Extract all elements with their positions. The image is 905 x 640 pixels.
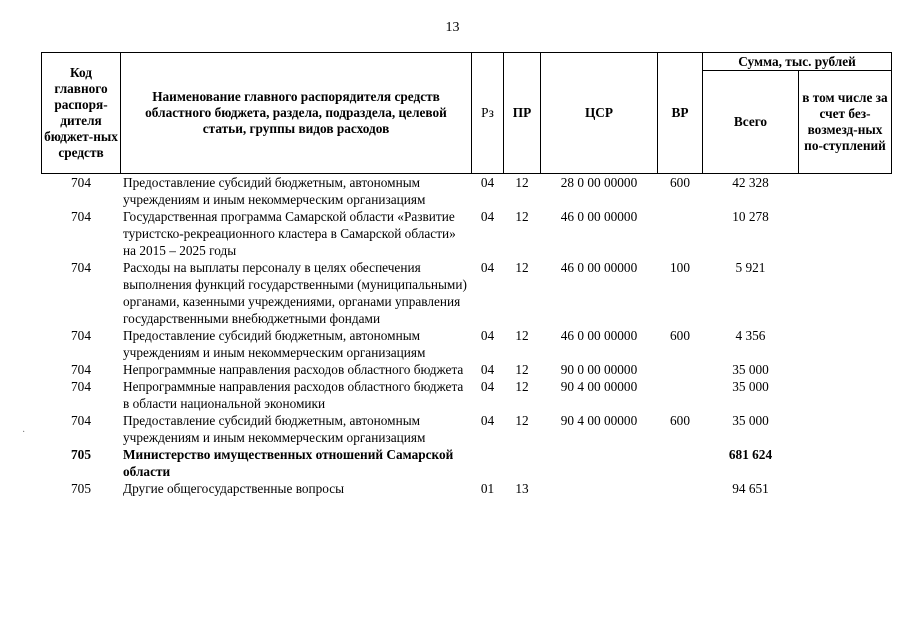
- row-rz: 04: [480, 379, 495, 394]
- row-name: Министерство имущественных отношений Самарской области: [123, 447, 454, 479]
- row-incl: [799, 378, 892, 412]
- row-incl: [799, 174, 892, 209]
- row-rz: 04: [480, 362, 495, 377]
- row-vr: 600: [670, 328, 690, 343]
- row-code: 704: [71, 379, 91, 394]
- row-pr: [504, 446, 541, 480]
- row-vr: 600: [670, 175, 690, 190]
- row-incl: [799, 480, 892, 497]
- row-code: 704: [71, 362, 91, 377]
- row-vr: 600: [670, 413, 690, 428]
- row-code: 704: [71, 413, 91, 428]
- row-vr: 100: [670, 260, 690, 275]
- row-total: 94 651: [732, 481, 769, 496]
- row-pr: 12: [515, 328, 529, 343]
- page-number: 13: [445, 20, 460, 35]
- header-pr: ПР: [504, 53, 541, 174]
- row-total: 4 356: [735, 328, 766, 343]
- row-name: Другие общегосударственные вопросы: [123, 481, 345, 496]
- row-name: Непрограммные направления расходов областного бюджета: [123, 362, 464, 377]
- row-incl: [799, 208, 892, 259]
- row-pr: 12: [515, 413, 529, 428]
- row-rz: [472, 446, 504, 480]
- row-name: Непрограммные направления расходов областного бюджета в области национальной экономики: [123, 379, 464, 411]
- row-total: 681 624: [728, 447, 773, 462]
- row-pr: 12: [515, 379, 529, 394]
- row-rz: 04: [480, 260, 495, 275]
- table-body: [42, 174, 892, 498]
- row-name: Предоставление субсидий бюджетным, автономным учреждениям и иным некоммерческим организациям: [123, 328, 426, 360]
- row-pr: 13: [515, 481, 529, 496]
- header-total: Всего: [703, 71, 799, 174]
- row-csr: [541, 480, 658, 497]
- row-total: 5 921: [735, 260, 766, 275]
- table-row: [42, 361, 892, 378]
- row-csr: 46 0 00 00000: [560, 260, 638, 275]
- row-incl: [799, 361, 892, 378]
- table-row: [42, 480, 892, 497]
- table-row: [42, 174, 892, 209]
- row-csr: 28 0 00 00000: [560, 175, 638, 190]
- header-csr: ЦСР: [541, 53, 658, 174]
- row-csr: 90 4 00 00000: [560, 413, 638, 428]
- row-incl: [799, 412, 892, 446]
- header-name: Наименование главного распорядителя средств областного бюджета, раздела, подраздела, целевой статьи, группы видов расходов: [121, 53, 472, 174]
- row-total: 35 000: [732, 413, 769, 428]
- row-rz: 04: [480, 328, 495, 343]
- table-row: [42, 259, 892, 327]
- row-code: 704: [71, 260, 91, 275]
- row-rz: 01: [480, 481, 495, 496]
- table-row: [42, 208, 892, 259]
- row-rz: 04: [480, 175, 495, 190]
- row-pr: 12: [515, 260, 529, 275]
- row-pr: 12: [515, 209, 529, 224]
- row-csr: 90 0 00 00000: [560, 362, 638, 377]
- row-code: 704: [71, 328, 91, 343]
- table-row: [42, 446, 892, 480]
- row-csr: 90 4 00 00000: [560, 379, 638, 394]
- row-incl: [799, 327, 892, 361]
- row-code: 704: [71, 209, 91, 224]
- table-header: [42, 53, 892, 174]
- row-total: 42 328: [732, 175, 769, 190]
- row-code: 705: [71, 447, 91, 462]
- row-total: 35 000: [732, 379, 769, 394]
- table-row: [42, 378, 892, 412]
- row-total: 35 000: [732, 362, 769, 377]
- row-vr: [658, 378, 703, 412]
- row-csr: [541, 446, 658, 480]
- scan-mark: ·: [22, 427, 26, 438]
- row-name: Государственная программа Самарской области «Развитие туристско-рекреационного кластера в Самарской области» на 2015 – 2025 годы: [123, 209, 456, 258]
- row-csr: 46 0 00 00000: [560, 328, 638, 343]
- row-code: 704: [71, 175, 91, 190]
- header-sum-group: Сумма, тыс. рублей: [703, 53, 892, 71]
- row-name: Предоставление субсидий бюджетным, автономным учреждениям и иным некоммерческим организациям: [123, 413, 426, 445]
- row-vr: [658, 480, 703, 497]
- row-pr: 12: [515, 175, 529, 190]
- header-vr: ВР: [658, 53, 703, 174]
- row-pr: 12: [515, 362, 529, 377]
- row-incl: [799, 259, 892, 327]
- header-code: Код главного распоря-дителя бюджет-ных средств: [42, 53, 121, 174]
- header-incl: в том числе за счет без-возмезд-ных по-ступлений: [799, 71, 892, 174]
- row-code: 705: [71, 481, 91, 496]
- row-total: 10 278: [732, 209, 769, 224]
- row-name: Предоставление субсидий бюджетным, автономным учреждениям и иным некоммерческим организациям: [123, 175, 426, 207]
- budget-table: [41, 52, 892, 497]
- header-rz: Рз: [472, 53, 504, 174]
- row-vr: [658, 361, 703, 378]
- row-rz: 04: [480, 413, 495, 428]
- row-vr: [658, 208, 703, 259]
- row-vr: [658, 446, 703, 480]
- row-rz: 04: [480, 209, 495, 224]
- table-row: [42, 412, 892, 446]
- row-incl: [799, 446, 892, 480]
- row-name: Расходы на выплаты персоналу в целях обеспечения выполнения функций государственными (муниципальными) органами, казенными учреждениями, органами управления государственными внебюджетными фондами: [123, 260, 467, 326]
- row-csr: 46 0 00 00000: [560, 209, 638, 224]
- table-row: [42, 327, 892, 361]
